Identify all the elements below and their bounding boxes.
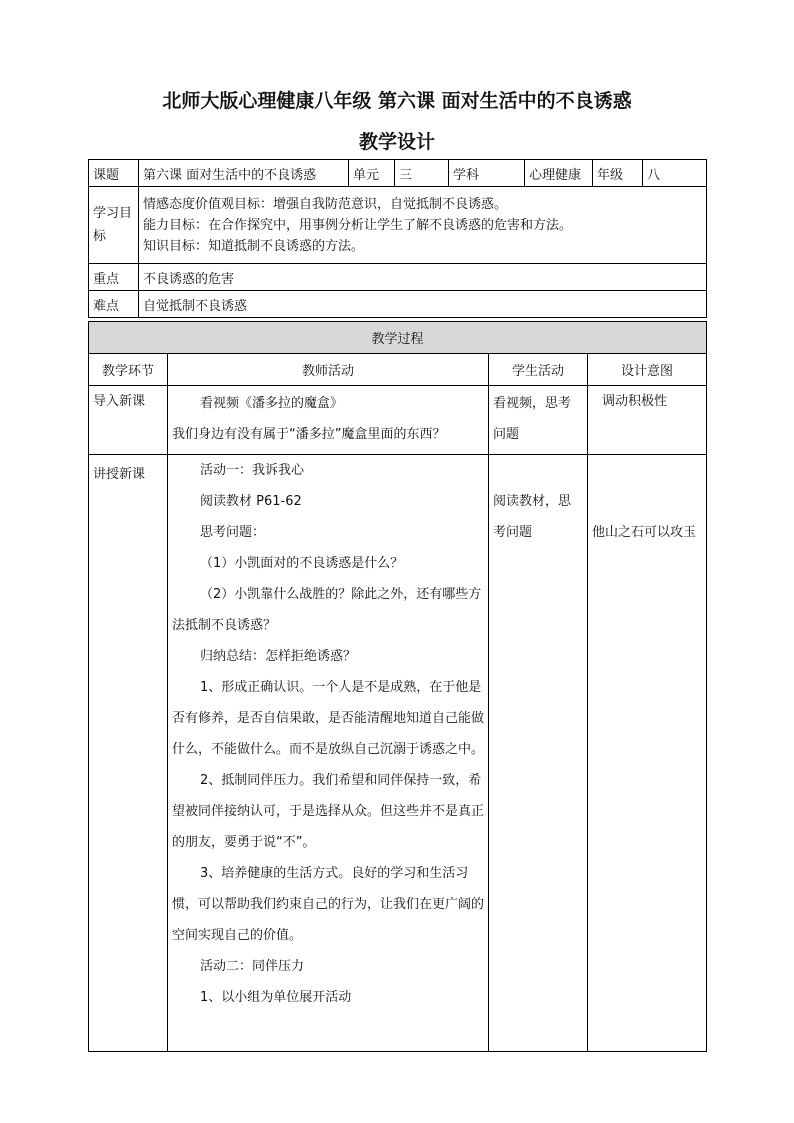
goal-ability: 能力目标：在合作探究中，用事例分析让学生了解不良诱惑的危害和方法。 <box>143 217 573 233</box>
subject-value: 心理健康 <box>525 160 593 187</box>
column-header-row <box>89 354 707 386</box>
intro-stage: 导入新课 <box>89 386 168 455</box>
lecture-line: 1、以小组为单位展开活动 <box>200 990 352 1005</box>
lecture-line: 归纳总结：怎样拒绝诱惑？ <box>200 649 357 664</box>
lecture-row <box>89 455 707 1052</box>
intro-row <box>89 386 707 455</box>
col-stage-header: 教学环节 <box>89 354 168 386</box>
lecture-line: 1、形成正确认识。一个人是不是成熟，在于他是否有修养，是否自信果敢，是否能清醒地知道自己能做什么，不能做什么。而不是放纵自己沉溺于诱惑之中。 <box>172 680 485 757</box>
goals-row <box>89 187 707 264</box>
goal-attitude: 情感态度价值观目标：增强自我防范意识，自觉抵制不良诱惑。 <box>143 196 508 212</box>
intro-intent: 调动积极性 <box>588 386 707 455</box>
key-point-value: 不良诱惑的危害 <box>139 264 707 291</box>
lesson-info-table <box>88 159 707 318</box>
goals-label: 学习目标 <box>89 187 139 264</box>
document-title: 北师大版心理健康八年级 第六课 面对生活中的不良诱惑 <box>162 90 632 112</box>
process-header: 教学过程 <box>89 322 707 354</box>
lecture-student: 阅读教材，思考问题 <box>489 455 588 1052</box>
col-intent-header: 设计意图 <box>588 354 707 386</box>
intro-teacher-line: 我们身边有没有属于“潘多拉”魔盒里面的东西？ <box>172 427 446 442</box>
goals-content <box>139 187 707 264</box>
difficult-point-label: 难点 <box>89 291 139 318</box>
lecture-line: （1）小凯面对的不良诱惑是什么？ <box>200 556 404 571</box>
lecture-line: 思考问题： <box>200 525 266 540</box>
intro-teacher <box>168 386 489 455</box>
lecture-line: 活动二：同伴压力 <box>200 959 305 974</box>
topic-label: 课题 <box>89 160 139 187</box>
teaching-process-table <box>88 321 707 1052</box>
lecture-line: 活动一：我诉我心 <box>200 463 305 478</box>
grade-value: 八 <box>643 160 707 187</box>
process-header-row <box>89 322 707 354</box>
col-teacher-header: 教师活动 <box>168 354 489 386</box>
lecture-teacher <box>168 455 489 1052</box>
topic-value: 第六课 面对生活中的不良诱惑 <box>139 160 349 187</box>
goal-knowledge: 知识目标：知道抵制不良诱惑的方法。 <box>143 238 365 254</box>
lecture-line: 3、培养健康的生活方式。良好的学习和生活习惯，可以帮助我们约束自己的行为，让我们在更广阔的空间实现自己的价值。 <box>172 866 485 943</box>
col-student-header: 学生活动 <box>489 354 588 386</box>
lecture-line: 2、抵制同伴压力。我们希望和同伴保持一致，希望被同伴接纳认可，于是选择从众。但这些并不是真正的朋友，要勇于说“不”。 <box>172 773 485 850</box>
difficult-point-value: 自觉抵制不良诱惑 <box>139 291 707 318</box>
key-point-row <box>89 264 707 291</box>
intro-student: 看视频，思考问题 <box>489 386 588 455</box>
intro-teacher-line: 看视频《潘多拉的魔盒》 <box>200 396 344 411</box>
subject-label: 学科 <box>449 160 525 187</box>
key-point-label: 重点 <box>89 264 139 291</box>
unit-label: 单元 <box>349 160 395 187</box>
unit-value: 三 <box>395 160 449 187</box>
document-subtitle: 教学设计 <box>358 131 435 153</box>
lecture-line: 阅读教材 P61-62 <box>200 494 302 509</box>
lecture-intent: 他山之石可以攻玉 <box>588 455 707 1052</box>
lecture-line: （2）小凯靠什么战胜的？除此之外，还有哪些方法抵制不良诱惑？ <box>172 587 482 633</box>
topic-row <box>89 160 707 187</box>
grade-label: 年级 <box>593 160 643 187</box>
difficult-point-row <box>89 291 707 318</box>
lecture-stage: 讲授新课 <box>89 455 168 1052</box>
